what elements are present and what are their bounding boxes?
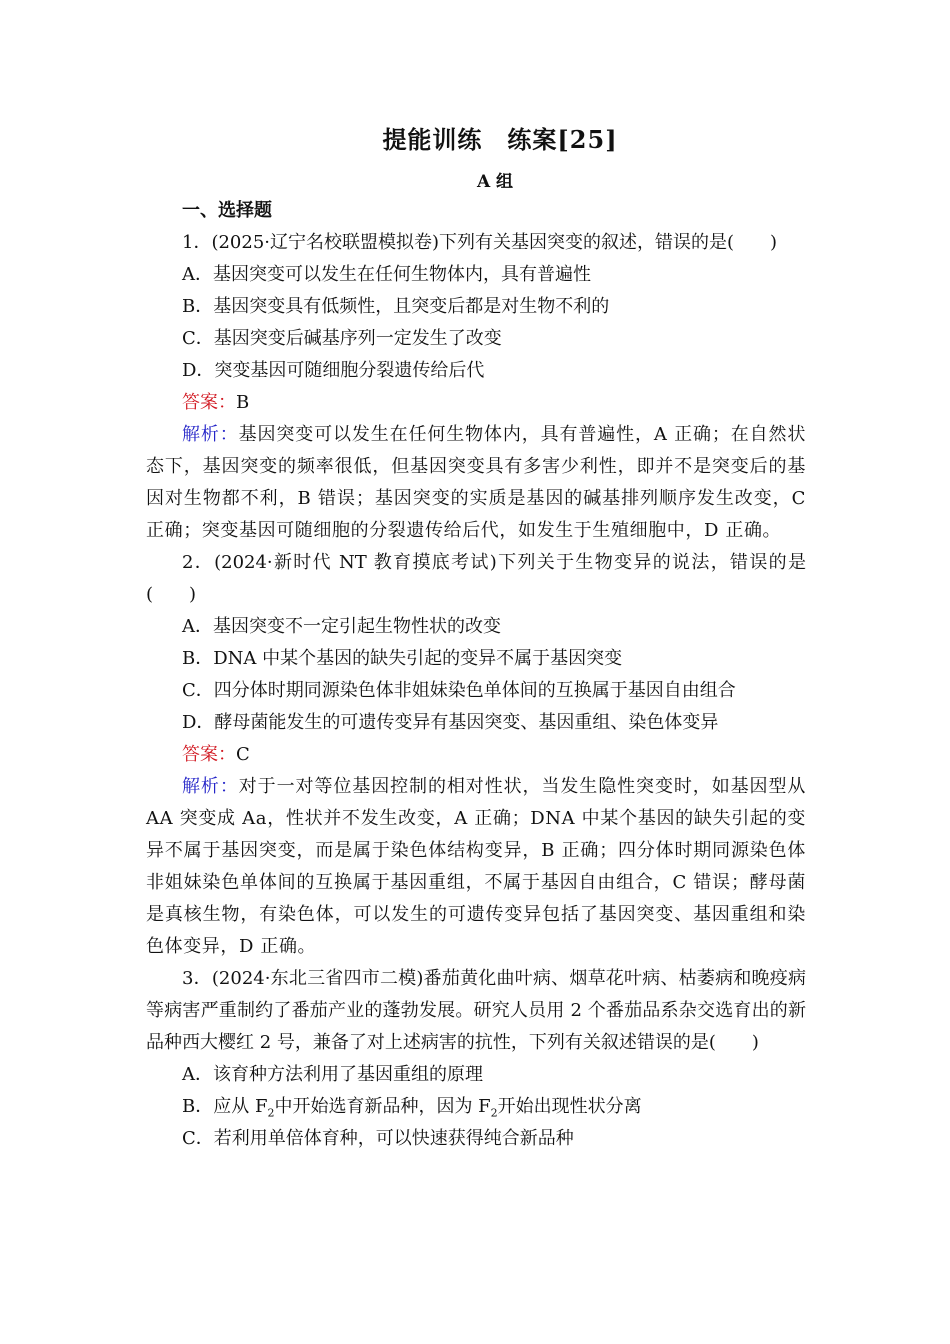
question-1-option-b: B．基因突变具有低频性，且突变后都是对生物不利的 (182, 296, 610, 317)
question-2-answer (146, 739, 806, 771)
question-3-stem: 3．(2024·东北三省四市二模)番茄黄化曲叶病、烟草花叶病、枯萎病和晚疫病等病害严重制约了番茄产业的蓬勃发展。研究人员用 2 个番茄品系杂交选育出的新品种西大樱红 2 号，兼备了对上述病害的抗性，下列有关叙述错误的是( ) (146, 968, 806, 1053)
group-label: A 组 (476, 172, 514, 192)
question-2-option-d: D．酵母菌能发生的可遗传变异有基因突变、基因重组、染色体变异 (182, 712, 719, 733)
question-2-option-b: B．DNA 中某个基因的缺失引起的变异不属于基因突变 (182, 648, 623, 669)
option-b-text-2: 中开始选育新品种，因为 F (274, 1096, 491, 1117)
analysis-text: 基因突变可以发生在任何生物体内，具有普遍性，A 正确；在自然状态下，基因突变的频率很低，但基因突变具有多害少利性，即并不是突变后的基因对生物都不利，B 错误；基因突变的实质是基因的碱基排列顺序发生改变，C 正确；突变基因可随细胞的分裂遗传给后代，如发生于生殖细胞中，D 正确。 (146, 424, 806, 541)
question-2-option-a: A．基因突变不一定引起生物性状的改变 (182, 616, 501, 637)
subscript: 2 (490, 1106, 498, 1120)
page-title: 提能训练 练案[25] (382, 125, 618, 154)
answer-label: 答案： (182, 744, 236, 765)
question-1-analysis (146, 419, 806, 547)
question-1-stem: 1．(2025·辽宁名校联盟模拟卷)下列有关基因突变的叙述，错误的是( ) (182, 232, 778, 253)
section-heading: 一、选择题 (182, 200, 272, 221)
content-body (146, 195, 806, 1155)
answer-label: 答案： (182, 392, 236, 413)
question-1-option-d: D．突变基因可随细胞分裂遗传给后代 (182, 360, 485, 381)
subscript: 2 (267, 1106, 275, 1120)
question-3-option-b (146, 1091, 806, 1123)
answer-value: C (236, 744, 250, 765)
question-2-option-c: C．四分体时期同源染色体非姐妹染色单体间的互换属于基因自由组合 (182, 680, 736, 701)
question-2-analysis (146, 771, 806, 963)
question-1-option-a: A．基因突变可以发生在任何生物体内，具有普遍性 (182, 264, 591, 285)
question-1 (146, 227, 806, 547)
question-1-option-c: C．基因突变后碱基序列一定发生了改变 (182, 328, 502, 349)
question-2-stem: 2．(2024·新时代 NT 教育摸底考试)下列关于生物变异的说法，错误的是( ) (146, 552, 806, 605)
answer-value: B (236, 392, 250, 413)
option-b-text-1: B．应从 F (182, 1096, 268, 1117)
analysis-label: 解析： (182, 424, 239, 445)
question-3-option-a: A．该育种方法利用了基因重组的原理 (182, 1064, 483, 1085)
analysis-label: 解析： (182, 776, 239, 797)
question-3 (146, 963, 806, 1155)
question-3-option-c: C．若利用单倍体育种，可以快速获得纯合新品种 (182, 1128, 574, 1149)
question-2 (146, 547, 806, 963)
question-1-answer (146, 387, 806, 419)
analysis-text: 对于一对等位基因控制的相对性状，当发生隐性突变时，如基因型从 AA 突变成 Aa，性状并不发生改变，A 正确；DNA 中某个基因的缺失引起的变异不属于基因突变，而是属于染色体结构变异，B 正确；四分体时期同源染色体非姐妹染色单体间的互换属于基因重组，不属于基因自由组合，C 错误；酵母菌是真核生物，有染色体，可以发生的可遗传变异包括了基因突变、基因重组和染色体变异，D 正确。 (146, 776, 806, 957)
option-b-text-3: 开始出现性状分离 (497, 1096, 642, 1117)
